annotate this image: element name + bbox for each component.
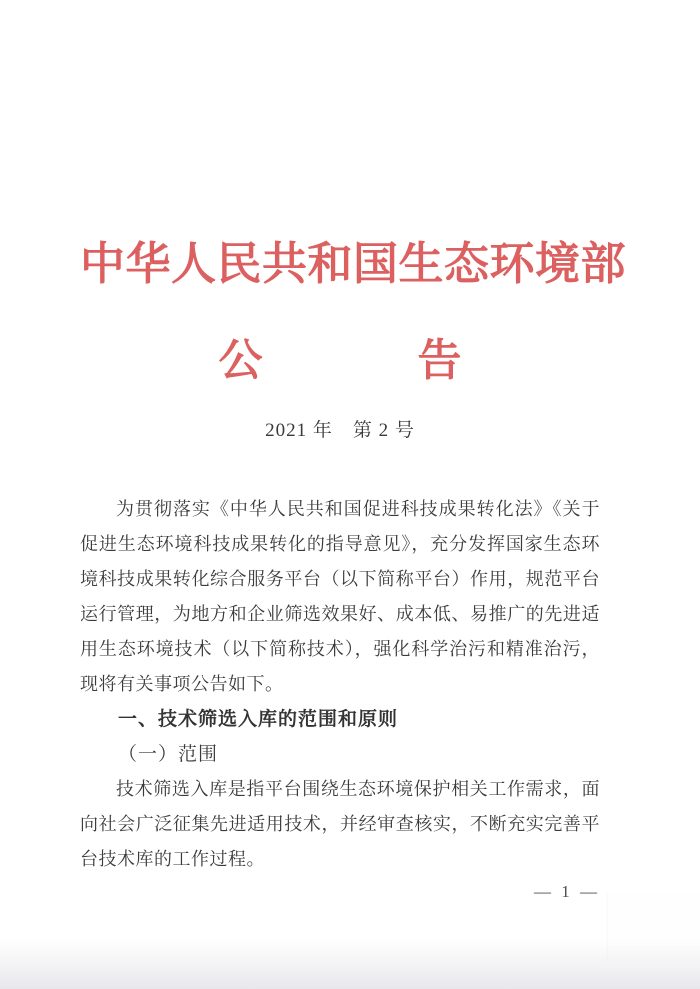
scan-shadow [0, 939, 700, 989]
announcement-char-left: 公 [218, 336, 263, 385]
paragraph-intro: 为贯彻落实《中华人民共和国促进科技成果转化法》《关于促进生态环境科技成果转化的指导意见》，充分发挥国家生态环境科技成果转化综合服务平台（以下简称平台）作用，规范平台运行管理，为地方和企业筛选效果好、成本低、易推广的先进适用生态环境技术（以下简称技术），强化科学治污和精准治污，现将有关事项公告如下。 [80, 499, 600, 694]
document-content [80, 239, 627, 877]
document-body [80, 492, 600, 877]
page-number: — 1 — [534, 882, 600, 901]
announcement-title [80, 338, 600, 384]
ministry-title: 中华人民共和国生态环境部 [80, 239, 627, 289]
announcement-char-right: 告 [417, 336, 462, 385]
subsection-heading-1-1: （一）范围 [118, 744, 219, 765]
paragraph-scope: 技术筛选入库是指平台围绕生态环境保护相关工作需求，面向社会广泛征集先进适用技术，并经审查核实，不断充实完善平台技术库的工作过程。 [80, 779, 600, 869]
section-heading-1: 一、技术筛选入库的范围和原则 [118, 709, 399, 730]
document-number-line: 2021 年 第 2 号 [265, 420, 415, 441]
